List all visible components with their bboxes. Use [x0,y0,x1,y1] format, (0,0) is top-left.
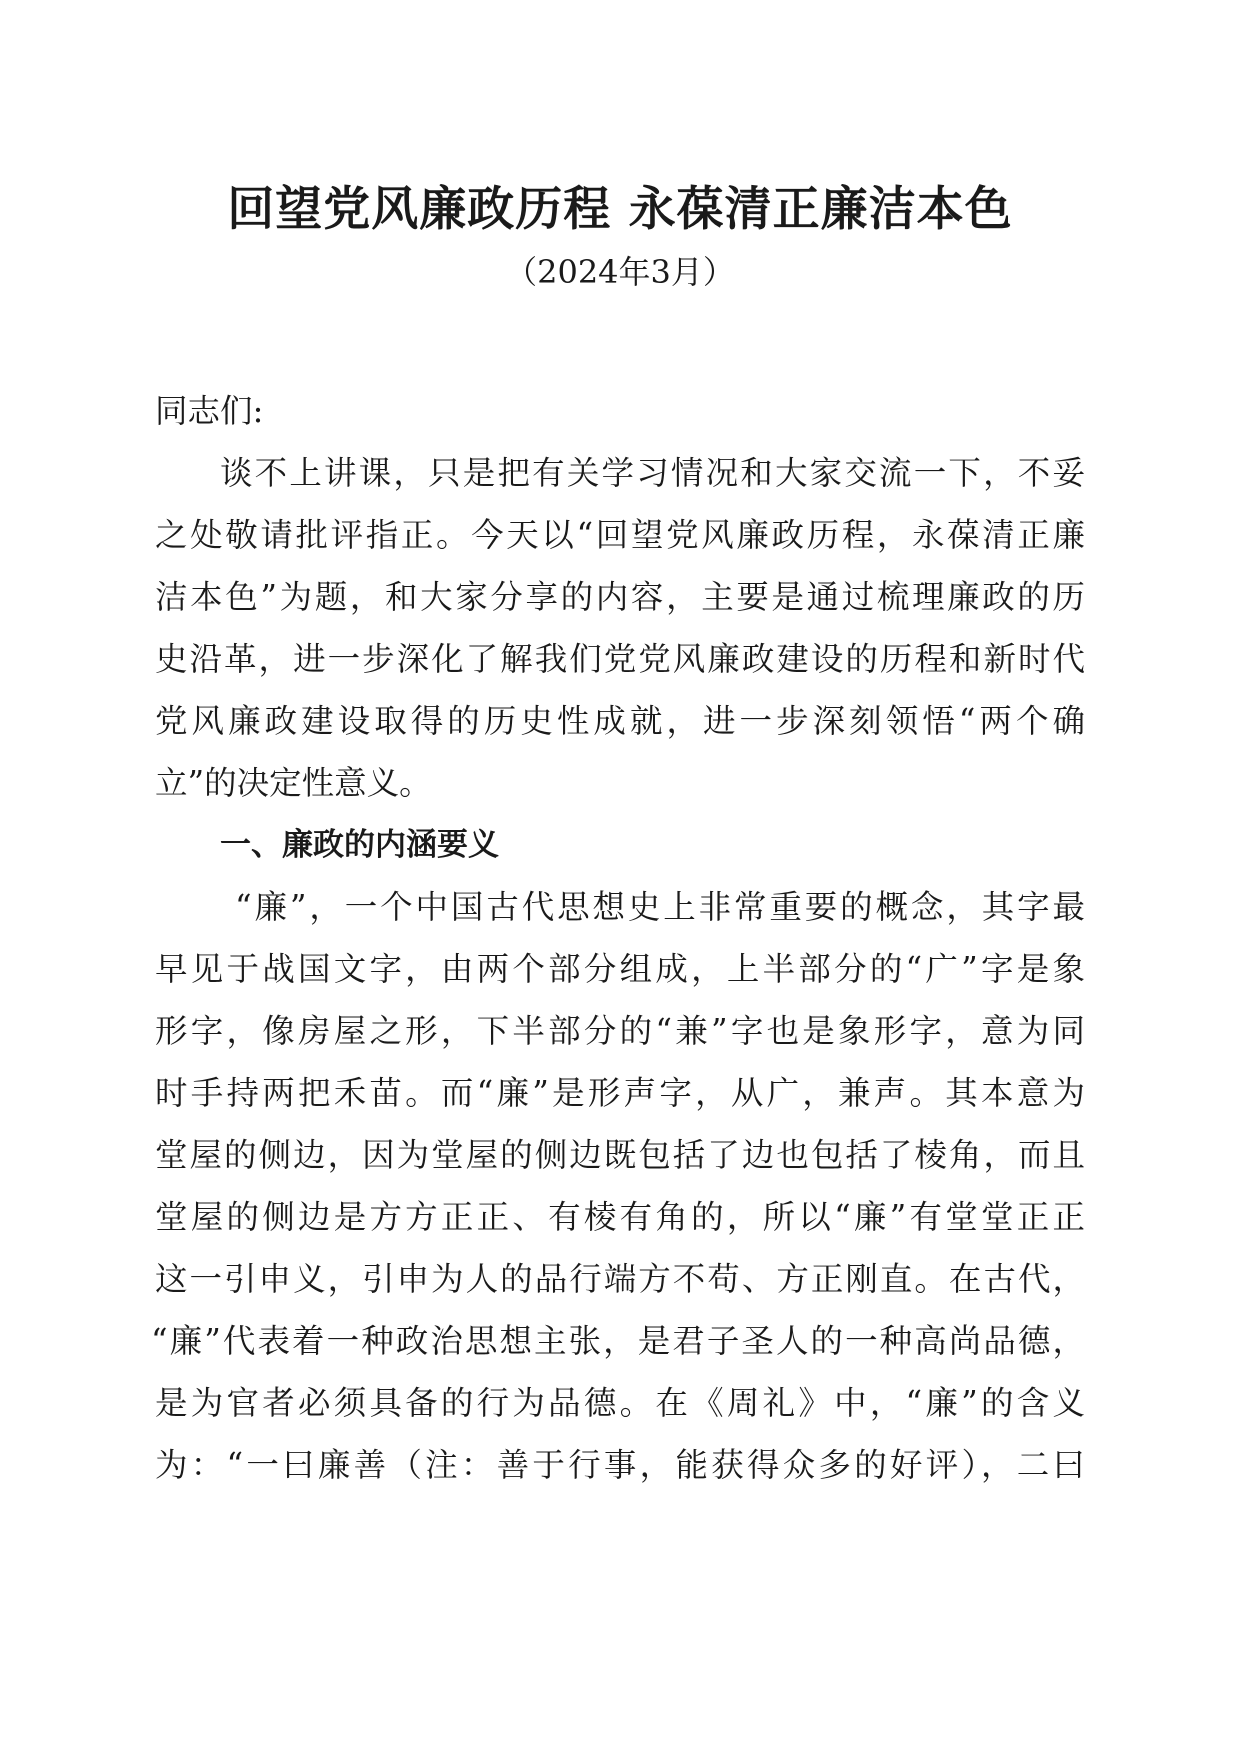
section-heading: 一、廉政的内涵要义 [220,827,499,863]
paragraph-line: 堂屋的侧边，因为堂屋的侧边既包括了边也包括了棱角，而且 [155,1136,1085,1174]
paragraph-line: 立”的决定性意义。 [155,764,432,802]
document-title: 回望党风廉政历程 永葆清正廉洁本色 [227,182,1013,237]
paragraph-line: 史沿革，进一步深化了解我们党党风廉政建设的历程和新时代 [155,640,1085,678]
paragraph-line: 形字，像房屋之形，下半部分的“兼”字也是象形字，意为同 [155,1012,1085,1050]
paragraph-line: 时手持两把禾苗。而“廉”是形声字，从广，兼声。其本意为 [155,1074,1085,1112]
paragraph-line: 党风廉政建设取得的历史性成就，进一步深刻领悟“两个确 [155,702,1085,740]
paragraph-line: 这一引申义，引申为人的品行端方不苟、方正刚直。在古代， [155,1260,1085,1298]
paragraph-lian-meaning [151,876,1085,1496]
paragraph-line: “廉”代表着一种政治思想主张，是君子圣人的一种高尚品德， [151,1322,1085,1360]
paragraph-line: “廉”，一个中国古代思想史上非常重要的概念，其字最 [235,888,1085,926]
document-date: （2024年3月） [505,253,735,291]
paragraph-line: 之处敬请批评指正。今天以“回望党风廉政历程，永葆清正廉 [155,516,1085,554]
paragraph-intro [155,442,1085,814]
document-body [151,380,1085,1496]
paragraph-line: 是为官者必须具备的行为品德。在《周礼》中，“廉”的含义 [155,1384,1085,1422]
paragraph-line: 洁本色”为题，和大家分享的内容，主要是通过梳理廉政的历 [155,578,1085,616]
paragraph-line: 堂屋的侧边是方方正正、有棱有角的，所以“廉”有堂堂正正 [155,1198,1085,1236]
paragraph-line: 谈不上讲课，只是把有关学习情况和大家交流一下，不妥 [220,454,1085,492]
paragraph-line: 早见于战国文字，由两个部分组成，上半部分的“广”字是象 [155,950,1085,988]
paragraph-line: 为：“一曰廉善（注：善于行事，能获得众多的好评），二曰 [155,1446,1085,1484]
salutation: 同志们: [155,392,264,430]
